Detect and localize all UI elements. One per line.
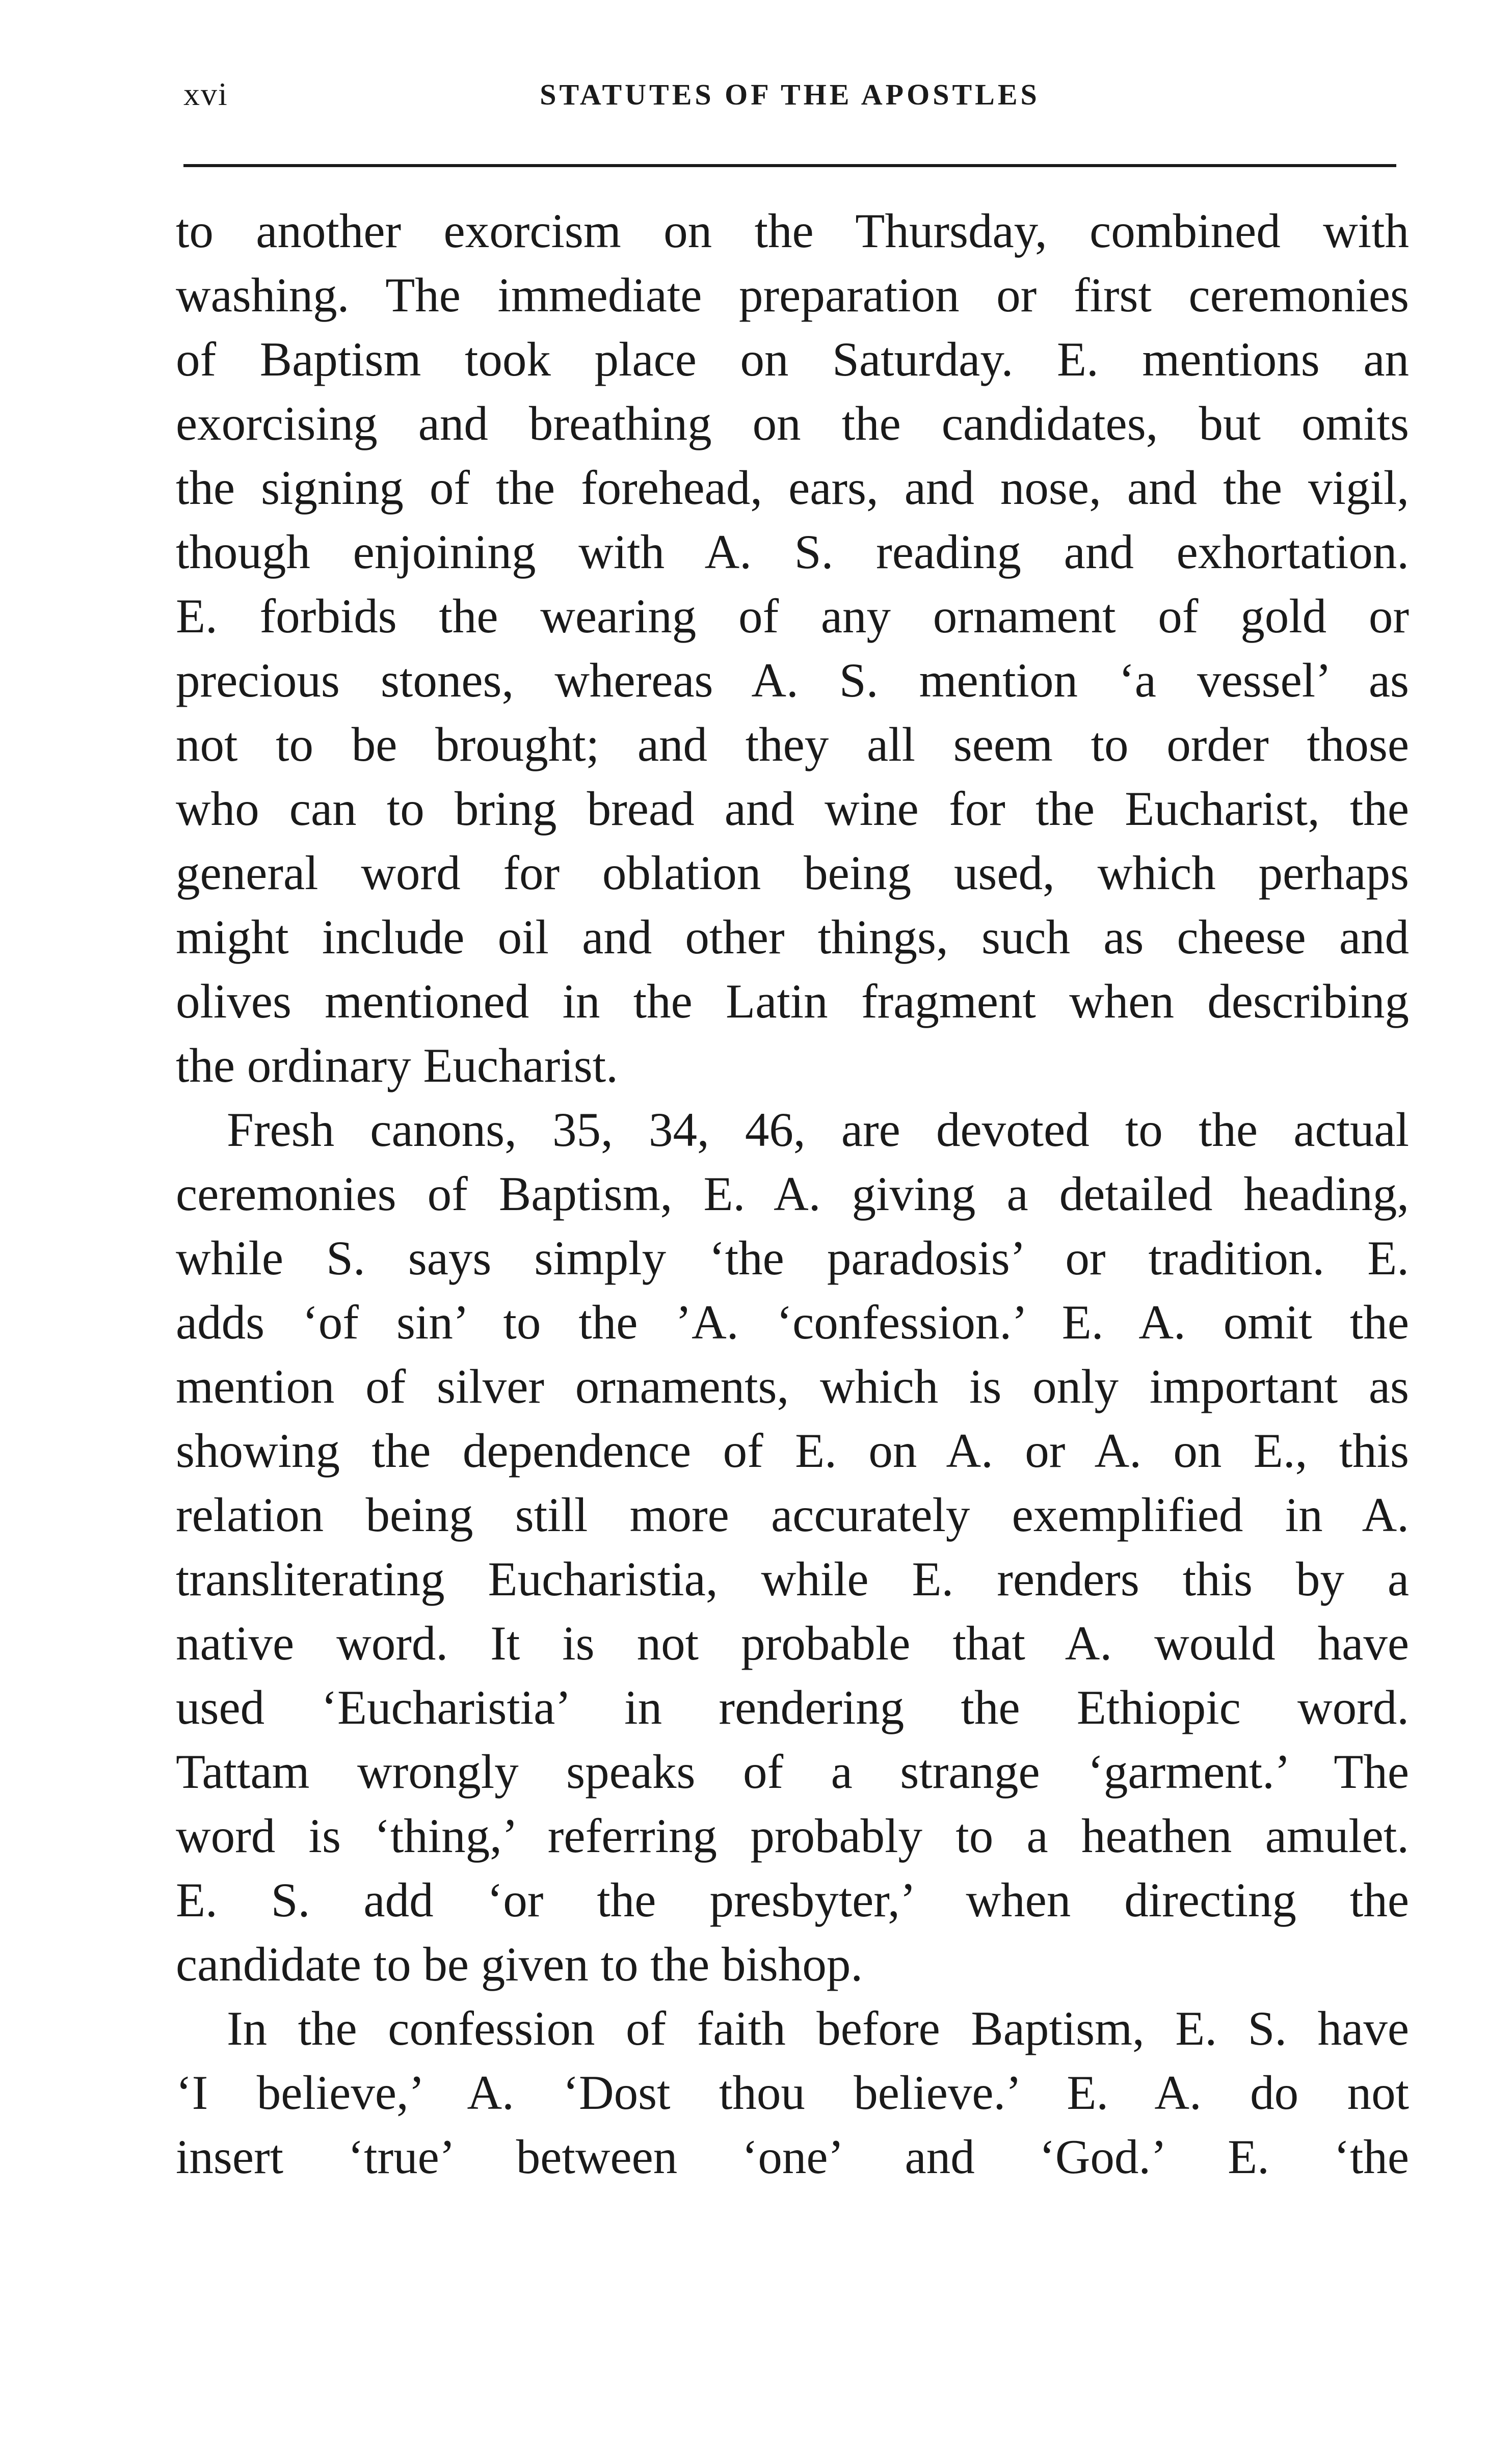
text-line: not to be brought; and they all seem to order those: [176, 717, 1409, 771]
header-rule: [183, 164, 1396, 167]
text-line: exorcising and breathing on the candidates, but omits: [176, 396, 1409, 450]
text-line: showing the dependence of E. on A. or A. on E., this: [176, 1424, 1409, 1478]
text-line: word is ‘thing,’ referring probably to a heathen amulet.: [176, 1809, 1409, 1863]
page-number: xvi: [183, 76, 228, 112]
text-line: the ordinary Eucharist.: [176, 1038, 618, 1092]
text-line: Tattam wrongly speaks of a strange ‘garment.’ The: [176, 1745, 1409, 1799]
text-line: Fresh canons, 35, 34, 46, are devoted to the actual: [227, 1103, 1409, 1157]
text-line: relation being still more accurately exemplified in A.: [176, 1488, 1409, 1542]
text-line: to another exorcism on the Thursday, combined with: [176, 204, 1409, 258]
page-header: [183, 75, 1396, 116]
text-line: candidate to be given to the bishop.: [176, 1937, 863, 1991]
text-line: mention of silver ornaments, which is only important as: [176, 1359, 1409, 1413]
text-line: ceremonies of Baptism, E. A. giving a detailed heading,: [176, 1167, 1409, 1221]
text-line: of Baptism took place on Saturday. E. mentions an: [176, 332, 1409, 386]
text-line: In the confession of faith before Baptism, E. S. have: [227, 2001, 1409, 2055]
text-line: insert ‘true’ between ‘one’ and ‘God.’ E. ‘the: [176, 2130, 1409, 2184]
body-text: [176, 199, 1409, 2189]
text-line: while S. says simply ‘the paradosis’ or tradition. E.: [176, 1231, 1409, 1285]
text-line: ‘I believe,’ A. ‘Dost thou believe.’ E. A. do not: [176, 2066, 1409, 2120]
text-line: the signing of the forehead, ears, and nose, and the vigil,: [176, 461, 1409, 515]
text-line: though enjoining with A. S. reading and exhortation.: [176, 525, 1409, 579]
text-line: E. forbids the wearing of any ornament of gold or: [176, 589, 1409, 643]
text-line: E. S. add ‘or the presbyter,’ when directing the: [176, 1873, 1409, 1927]
text-line: washing. The immediate preparation or first ceremonies: [176, 268, 1409, 322]
text-line: native word. It is not probable that A. would have: [176, 1616, 1409, 1670]
text-line: might include oil and other things, such as cheese and: [176, 910, 1409, 964]
text-line: who can to bring bread and wine for the Eucharist, the: [176, 782, 1409, 836]
text-line: olives mentioned in the Latin fragment when describing: [176, 974, 1409, 1028]
text-line: used ‘Eucharistia’ in rendering the Ethiopic word.: [176, 1680, 1409, 1734]
running-head: STATUTES OF THE APOSTLES: [540, 78, 1040, 111]
text-line: precious stones, whereas A. S. mention ‘a vessel’ as: [176, 653, 1409, 707]
text-line: adds ‘of sin’ to the ’A. ‘confession.’ E. A. omit the: [176, 1295, 1409, 1349]
text-line: transliterating Eucharistia, while E. renders this by a: [176, 1552, 1409, 1606]
text-line: general word for oblation being used, which perhaps: [176, 846, 1409, 900]
